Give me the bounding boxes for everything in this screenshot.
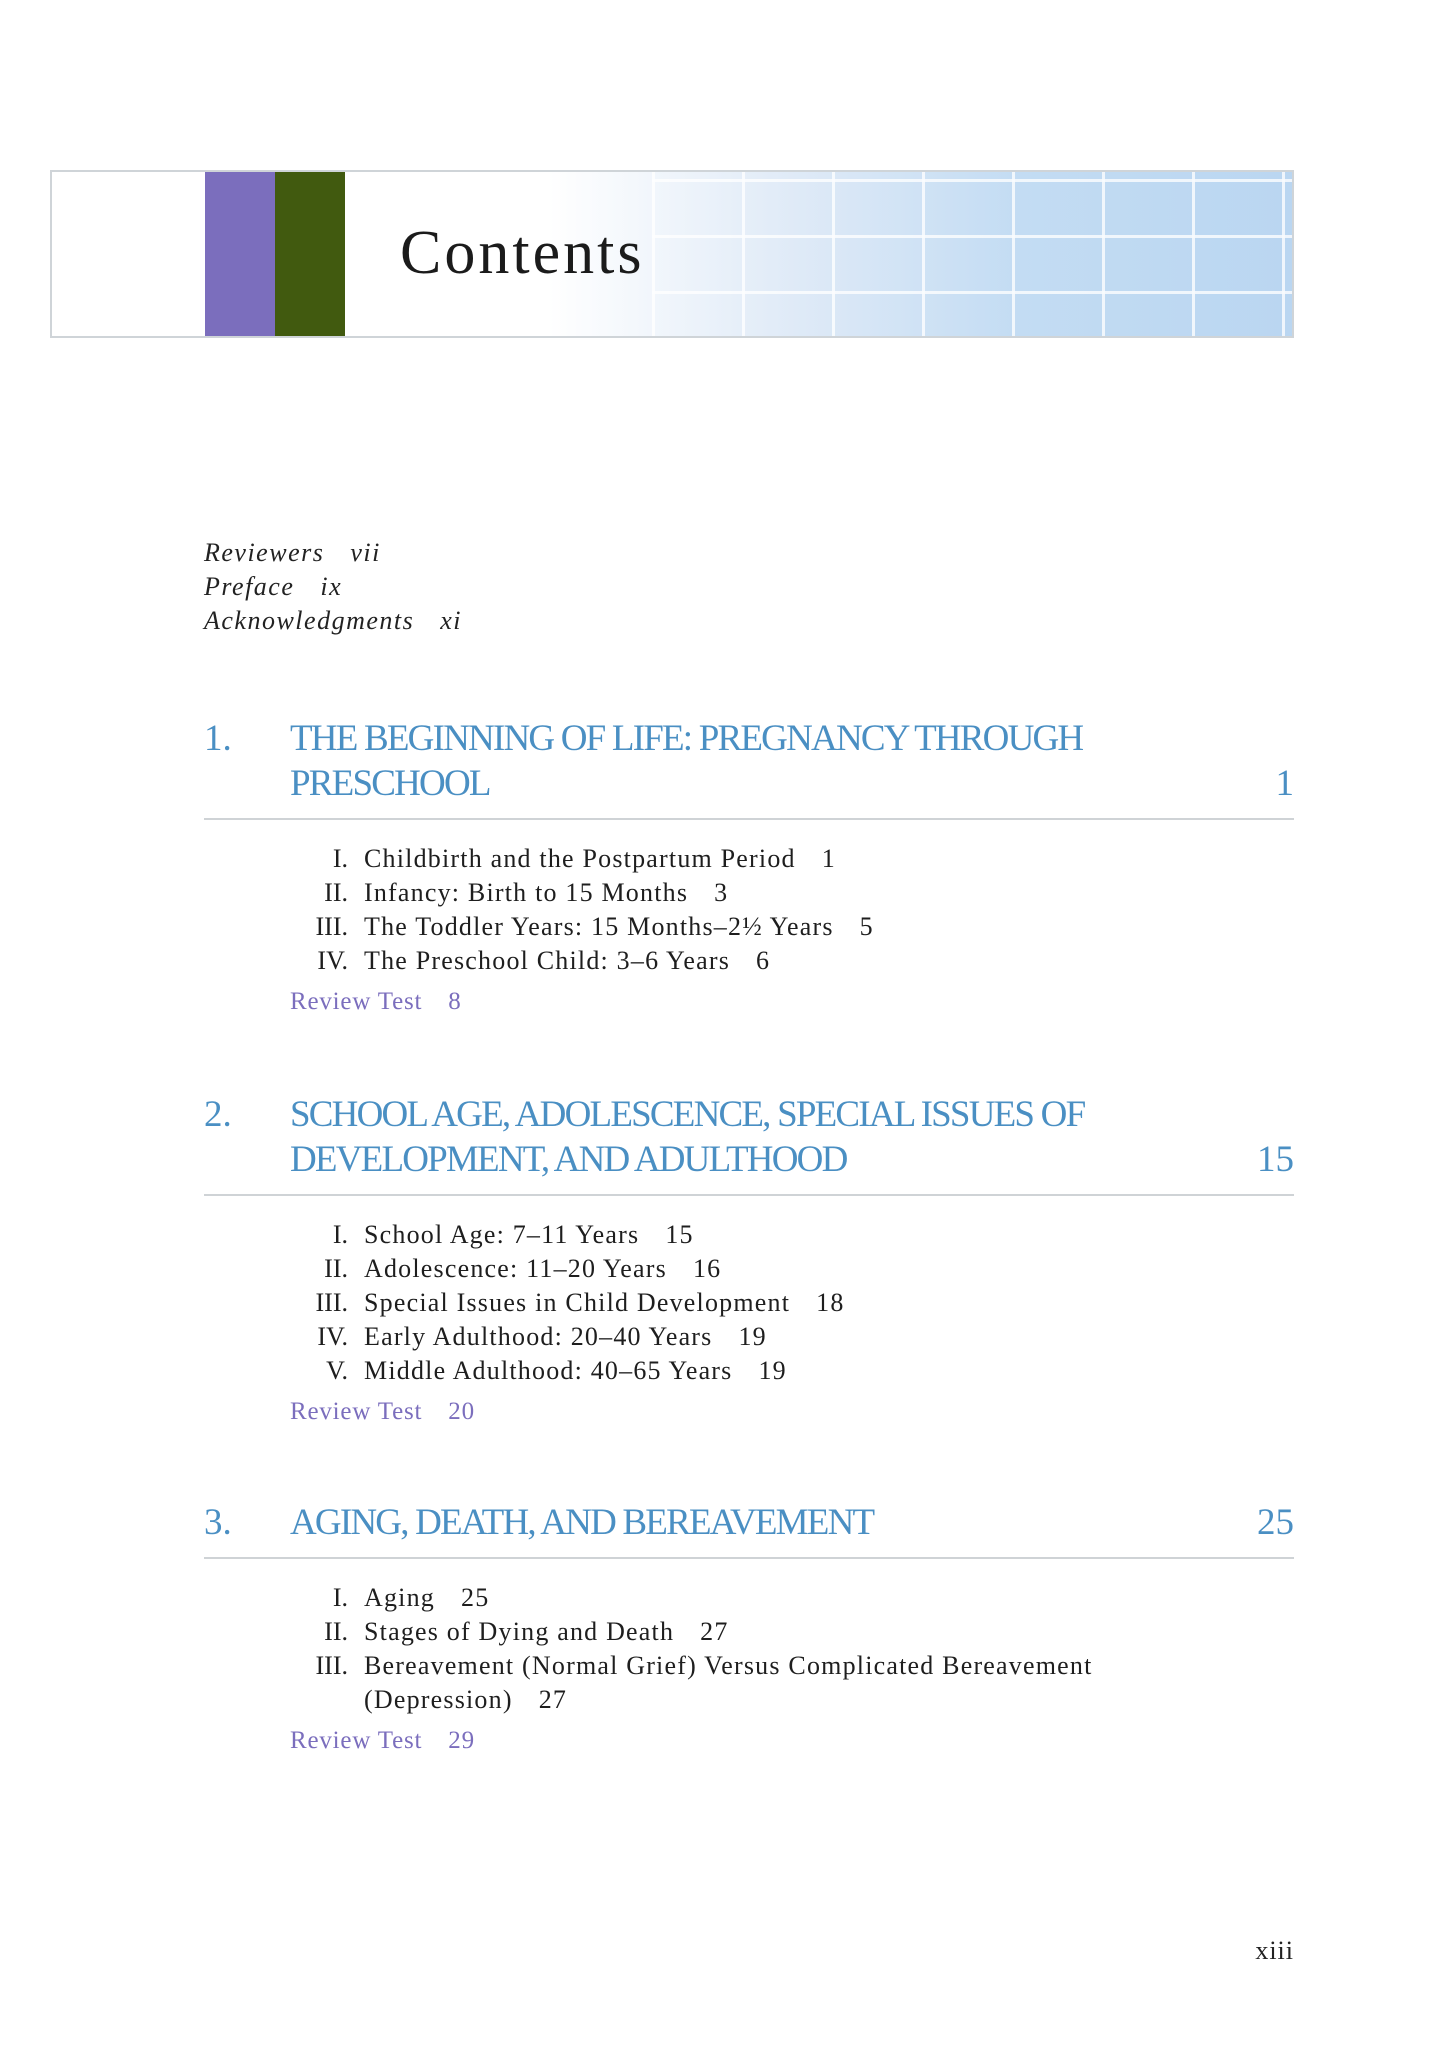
toc-entry-preface[interactable]: Preface ix <box>204 572 343 601</box>
banner-green-bar <box>275 172 345 336</box>
chapter-page: 25 <box>1257 1502 1294 1543</box>
page-number: xiii <box>1255 1936 1294 1965</box>
toc-section[interactable]: III. The Toddler Years: 15 Months–2½ Years 5 <box>315 912 874 941</box>
toc-section[interactable]: IV. Early Adulthood: 20–40 Years 19 <box>317 1322 767 1351</box>
chapter-divider <box>204 1557 1294 1559</box>
chapter-number: 2. <box>204 1094 232 1135</box>
review-test-link[interactable]: Review Test 8 <box>290 988 462 1015</box>
chapter-heading[interactable] <box>204 1092 1294 1182</box>
review-test-link[interactable]: Review Test 29 <box>290 1727 475 1754</box>
toc-section[interactable]: II. Stages of Dying and Death 27 <box>324 1617 729 1646</box>
toc-section[interactable]: II. Infancy: Birth to 15 Months 3 <box>324 878 729 907</box>
toc-entry-reviewers[interactable]: Reviewers vii <box>204 538 381 567</box>
chapter-3 <box>204 1500 1294 1755</box>
toc-entry-acknowledgments[interactable]: Acknowledgments xi <box>204 606 462 635</box>
chapter-heading[interactable] <box>204 1500 1294 1545</box>
chapter-1 <box>204 716 1294 1016</box>
chapter-title-line1: THE BEGINNING OF LIFE: PREGNANCY THROUGH <box>290 718 1083 759</box>
chapter-page: 1 <box>1275 763 1294 804</box>
contents-banner <box>50 170 1294 338</box>
section-list <box>204 1218 1294 1388</box>
review-test-link[interactable]: Review Test 20 <box>290 1398 475 1425</box>
chapter-title-line2: PRESCHOOL <box>290 763 490 804</box>
toc-section[interactable]: IV. The Preschool Child: 3–6 Years 6 <box>317 946 771 975</box>
toc-section[interactable]: I. Childbirth and the Postpartum Period 1 <box>332 844 836 873</box>
toc-section[interactable]: I. School Age: 7–11 Years 15 <box>332 1220 694 1249</box>
toc-section[interactable]: III. Bereavement (Normal Grief) Versus Complicated Bereavement (Depression) 27 <box>315 1651 1093 1714</box>
toc-section[interactable]: II. Adolescence: 11–20 Years 16 <box>324 1254 722 1283</box>
chapter-title-line2: DEVELOPMENT, AND ADULTHOOD <box>290 1139 847 1180</box>
banner-purple-bar <box>205 172 275 336</box>
section-list <box>204 1581 1294 1717</box>
chapter-number: 3. <box>204 1502 232 1543</box>
toc-section[interactable]: III. Special Issues in Child Development 18 <box>315 1288 845 1317</box>
front-matter-list <box>204 536 462 638</box>
toc-section[interactable]: V. Middle Adulthood: 40–65 Years 19 <box>326 1356 787 1385</box>
chapter-divider <box>204 1194 1294 1196</box>
chapter-heading[interactable] <box>204 716 1294 806</box>
banner-grid-pattern <box>652 172 1292 336</box>
chapter-2 <box>204 1092 1294 1426</box>
chapter-page: 15 <box>1257 1139 1294 1180</box>
page-title: Contents <box>400 219 645 287</box>
chapter-title-line1: SCHOOL AGE, ADOLESCENCE, SPECIAL ISSUES OF <box>290 1094 1085 1135</box>
section-list <box>204 842 1294 978</box>
chapter-divider <box>204 818 1294 820</box>
chapter-number: 1. <box>204 718 232 759</box>
toc-section[interactable]: I. Aging 25 <box>332 1583 490 1612</box>
chapter-title-line1: AGING, DEATH, AND BEREAVEMENT <box>290 1502 874 1543</box>
